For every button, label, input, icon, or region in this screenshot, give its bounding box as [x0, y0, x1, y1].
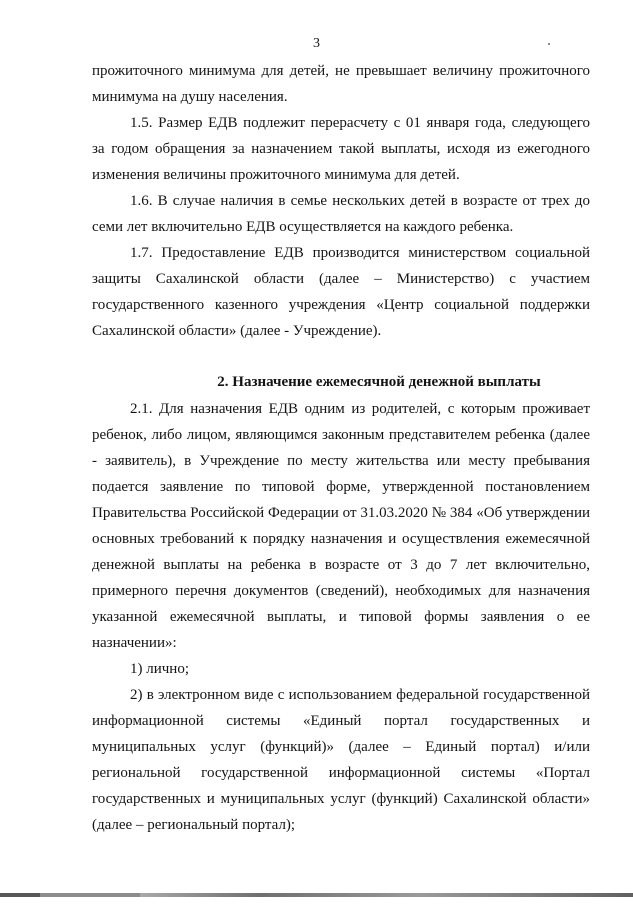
- text-line: ребенок, либо лицом, являющимся законным представителем ребенка (далее: [92, 427, 590, 443]
- list-item: 1) лично;: [130, 661, 189, 677]
- text-line: минимума на душу населения.: [92, 89, 288, 105]
- text-line: указанной ежемесячной выплаты, и типовой формы заявления о ее: [92, 609, 590, 625]
- text-line: назначении»:: [92, 635, 177, 651]
- text-line: региональной государственной информационной системы «Портал: [92, 765, 590, 781]
- text-line: государственного казенного учреждения «Центр социальной поддержки: [92, 297, 590, 313]
- text-line: 1.6. В случае наличия в семье нескольких детей в возрасте от трех до: [130, 193, 590, 209]
- list-item: 2) в электронном виде с использованием федеральной государственной: [130, 687, 590, 703]
- text-line: 1.5. Размер ЕДВ подлежит перерасчету с 01 января года, следующего: [130, 115, 590, 131]
- text-line: денежной выплаты на ребенка в возрасте от 3 до 7 лет включительно,: [92, 557, 590, 573]
- text-line: (далее – региональный портал);: [92, 817, 296, 833]
- text-line: Сахалинской области» (далее - Учреждение).: [92, 323, 382, 339]
- text-line: защиты Сахалинской области (далее – Министерство) с участием: [92, 271, 590, 287]
- text-line: изменения величины прожиточного минимума для детей.: [92, 167, 460, 183]
- scan-edge-line: [0, 893, 633, 897]
- scan-speck: [548, 43, 550, 45]
- page-number: 3: [313, 36, 320, 51]
- text-line: основных требований к порядку назначения и осуществления ежемесячной: [92, 531, 590, 547]
- text-line: 2.1. Для назначения ЕДВ одним из родителей, с которым проживает: [130, 401, 590, 417]
- text-line: муниципальных услуг (функций)» (далее – Единый портал) и/или: [92, 739, 590, 755]
- text-line: государственных и муниципальных услуг (функций) Сахалинской области»: [92, 791, 590, 807]
- text-line: за годом обращения за назначением такой выплаты, исходя из ежегодного: [92, 141, 590, 157]
- text-line: Правительства Российской Федерации от 31.03.2020 № 384 «Об утверждении: [92, 505, 590, 521]
- section-heading: 2. Назначение ежемесячной денежной выплаты: [217, 374, 541, 390]
- text-line: прожиточного минимума для детей, не превышает величину прожиточного: [92, 63, 590, 79]
- text-line: - заявитель), в Учреждение по месту жительства или месту пребывания: [92, 453, 590, 469]
- text-line: семи лет включительно ЕДВ осуществляется на каждого ребенка.: [92, 219, 514, 235]
- text-line: подается заявление по типовой форме, утвержденной постановлением: [92, 479, 590, 495]
- text-line: информационной системы «Единый портал государственных и: [92, 713, 590, 729]
- text-line: 1.7. Предоставление ЕДВ производится министерством социальной: [130, 245, 590, 261]
- text-line: примерного перечня документов (сведений), необходимых для назначения: [92, 583, 590, 599]
